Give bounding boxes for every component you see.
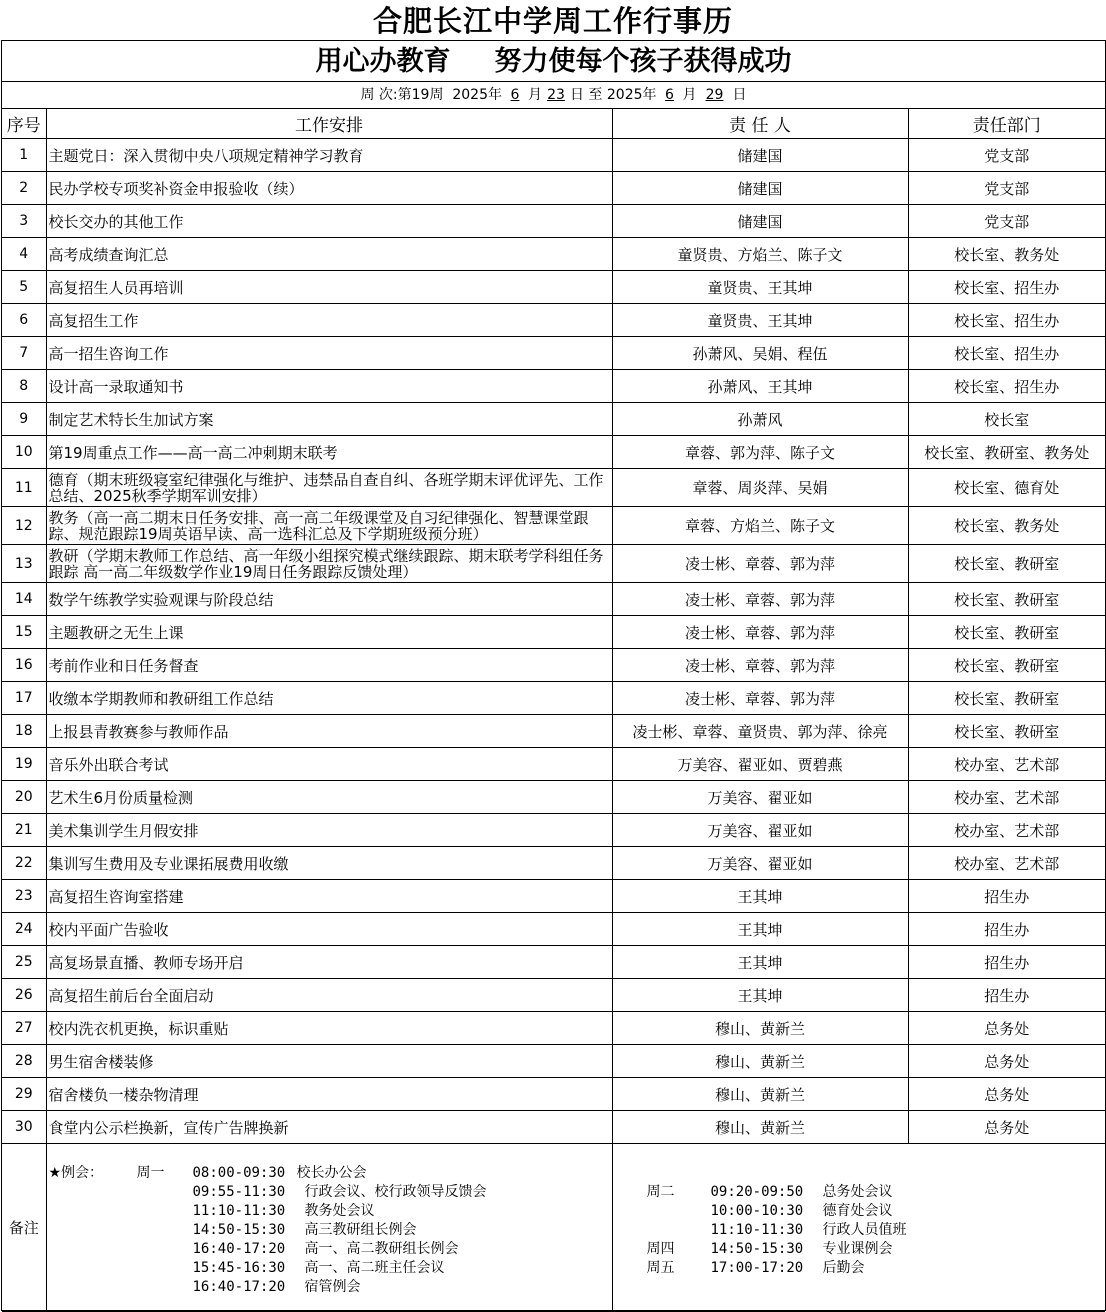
row-dept: 校长室、招生办 (908, 271, 1105, 304)
row-seq: 4 (2, 238, 46, 271)
row-dept: 招生办 (908, 880, 1105, 913)
row-dept: 校长室、招生办 (908, 337, 1105, 370)
row-dept: 校长室、教研室 (908, 545, 1105, 583)
month-label: 月 (682, 87, 697, 103)
table-row (2, 469, 1105, 507)
row-seq: 1 (2, 139, 46, 172)
table-row (2, 748, 1105, 781)
row-task: 高复招生前后台全面启动 (46, 979, 612, 1012)
row-dept: 校办室、艺术部 (908, 748, 1105, 781)
row-task: 校长交办的其他工作 (46, 205, 612, 238)
row-task: 教研（学期末教师工作总结、高一年级小组探究模式继续跟踪、期末联考学科组任务跟踪 高一高二年级数学作业19周日任务跟踪反馈处理） (46, 545, 612, 583)
row-task: 宿舍楼负一楼杂物清理 (46, 1078, 612, 1111)
slogan (2, 41, 1105, 82)
row-dept: 校长室、教研室 (908, 583, 1105, 616)
row-seq: 23 (2, 880, 46, 913)
meeting-time: 10:00-10:30 (710, 1203, 804, 1219)
row-task: 高复招生工作 (46, 304, 612, 337)
row-person: 凌士彬、章蓉、郭为萍 (612, 545, 908, 583)
row-seq: 13 (2, 545, 46, 583)
table-row (2, 979, 1105, 1012)
meeting-item: 后勤会 (822, 1260, 865, 1276)
row-person: 孙萧风 (612, 403, 908, 436)
row-person: 万美容、翟亚如 (612, 781, 908, 814)
table-row (2, 715, 1105, 748)
meeting-time: 09:55-11:30 (192, 1184, 286, 1200)
row-seq: 8 (2, 370, 46, 403)
row-person: 章蓉、周炎萍、吴娟 (612, 469, 908, 507)
meeting-time: 16:40-17:20 (192, 1279, 286, 1295)
row-dept: 校办室、艺术部 (908, 781, 1105, 814)
row-person: 储建国 (612, 172, 908, 205)
header-task: 工作安排 (46, 109, 612, 139)
meeting-day: 周五 (646, 1260, 675, 1276)
row-dept: 校长室、教研室 (908, 715, 1105, 748)
row-dept: 党支部 (908, 139, 1105, 172)
start-month: 6 (510, 87, 520, 103)
meeting-item: 高三教研组长例会 (304, 1222, 417, 1238)
row-dept: 校长室、招生办 (908, 304, 1105, 337)
row-seq: 30 (2, 1111, 46, 1144)
row-dept: 校办室、艺术部 (908, 814, 1105, 847)
row-person: 孙萧风、王其坤 (612, 370, 908, 403)
row-dept: 校办室、艺术部 (908, 847, 1105, 880)
meeting-time: 11:10-11:30 (192, 1203, 286, 1219)
row-task: 设计高一录取通知书 (46, 370, 612, 403)
row-dept: 招生办 (908, 913, 1105, 946)
table-row (2, 139, 1105, 172)
row-person: 王其坤 (612, 979, 908, 1012)
header-seq: 序号 (2, 109, 46, 139)
table-row (2, 649, 1105, 682)
table-row (2, 304, 1105, 337)
row-person: 童贤贵、王其坤 (612, 304, 908, 337)
row-seq: 25 (2, 946, 46, 979)
table-row (2, 814, 1105, 847)
end-month: 6 (665, 87, 674, 103)
table-row (2, 403, 1105, 436)
row-dept: 校长室、教研室、教务处 (908, 436, 1105, 469)
row-person: 万美容、翟亚如 (612, 847, 908, 880)
row-task: 音乐外出联合考试 (46, 748, 612, 781)
row-person: 章蓉、郭为萍、陈子文 (612, 436, 908, 469)
meeting-time: 15:45-16:30 (192, 1260, 286, 1276)
table-row (2, 682, 1105, 715)
meeting-time: 16:40-17:20 (192, 1241, 286, 1257)
header-person: 责 任 人 (612, 109, 908, 139)
row-seq: 6 (2, 304, 46, 337)
row-person: 穆山、黄新兰 (612, 1078, 908, 1111)
row-seq: 5 (2, 271, 46, 304)
row-dept: 总务处 (908, 1078, 1105, 1111)
meeting-item: 总务处会议 (822, 1184, 893, 1200)
row-person: 凌士彬、章蓉、郭为萍 (612, 682, 908, 715)
row-seq: 19 (2, 748, 46, 781)
range-separator: 日 至 2025年 (569, 87, 657, 103)
row-task: 高考成绩查询汇总 (46, 238, 612, 271)
row-dept: 校长室、教研室 (908, 682, 1105, 715)
meeting-time: 11:10-11:30 (710, 1222, 804, 1238)
row-person: 凌士彬、章蓉、郭为萍 (612, 649, 908, 682)
row-person: 储建国 (612, 139, 908, 172)
row-person: 穆山、黄新兰 (612, 1045, 908, 1078)
slogan-right: 努力使每个孩子获得成功 (494, 46, 792, 77)
row-seq: 29 (2, 1078, 46, 1111)
meeting-day: 周一 (136, 1165, 165, 1181)
row-task: 高一招生咨询工作 (46, 337, 612, 370)
table-row (2, 880, 1105, 913)
table-row (2, 436, 1105, 469)
notes-label: 备注 (2, 1144, 46, 1312)
meeting-item: 教务处会议 (304, 1203, 375, 1219)
row-person: 万美容、翟亚如、贾碧燕 (612, 748, 908, 781)
row-seq: 15 (2, 616, 46, 649)
row-person: 王其坤 (612, 946, 908, 979)
row-dept: 总务处 (908, 1012, 1105, 1045)
row-task: 男生宿舍楼装修 (46, 1045, 612, 1078)
row-seq: 17 (2, 682, 46, 715)
row-dept: 校长室 (908, 403, 1105, 436)
row-task: 上报县青教赛参与教师作品 (46, 715, 612, 748)
table-row (2, 172, 1105, 205)
table-row (2, 1012, 1105, 1045)
table-row (2, 205, 1105, 238)
table-row (2, 271, 1105, 304)
table-row (2, 507, 1105, 545)
schedule-table (2, 109, 1105, 1312)
meeting-item: 专业课例会 (822, 1241, 893, 1257)
row-dept: 校长室、教研室 (908, 616, 1105, 649)
row-seq: 18 (2, 715, 46, 748)
row-task: 高复场景直播、教师专场开启 (46, 946, 612, 979)
meeting-item: 高一、高二班主任会议 (304, 1260, 445, 1276)
table-row (2, 781, 1105, 814)
table-row (2, 1045, 1105, 1078)
meeting-time: 08:00-09:30 (192, 1165, 286, 1181)
meeting-time: 17:00-17:20 (710, 1260, 804, 1276)
row-dept: 校长室、教务处 (908, 238, 1105, 271)
schedule-sheet (1, 40, 1106, 1311)
row-task: 德育（期末班级寝室纪律强化与维护、违禁品自查自纠、各班学期末评优评先、工作总结、2025秋季学期军训安排） (46, 469, 612, 507)
row-task: 校内洗衣机更换，标识重贴 (46, 1012, 612, 1045)
row-seq: 11 (2, 469, 46, 507)
row-task: 民办学校专项奖补资金申报验收（续） (46, 172, 612, 205)
slogan-left: 用心办教育 (315, 46, 451, 77)
table-row (2, 583, 1105, 616)
page-title: 合肥长江中学周工作行事历 (372, 4, 733, 38)
meeting-time: 14:50-15:30 (192, 1222, 286, 1238)
day-label: 日 (732, 87, 747, 103)
week-range (2, 82, 1105, 109)
row-task: 食堂内公示栏换新，宣传广告牌换新 (46, 1111, 612, 1144)
table-row (2, 337, 1105, 370)
table-row (2, 370, 1105, 403)
row-task: 考前作业和日任务督查 (46, 649, 612, 682)
row-dept: 招生办 (908, 979, 1105, 1012)
row-person: 穆山、黄新兰 (612, 1012, 908, 1045)
end-day: 29 (705, 87, 724, 103)
row-task: 第19周重点工作——高一高二冲刺期末联考 (46, 436, 612, 469)
row-person: 凌士彬、章蓉、郭为萍 (612, 616, 908, 649)
notes-right (612, 1144, 1105, 1312)
meeting-time: 09:20-09:50 (710, 1184, 804, 1200)
row-person: 凌士彬、章蓉、童贤贵、郭为萍、徐亮 (612, 715, 908, 748)
table-row (2, 545, 1105, 583)
row-dept: 校长室、德育处 (908, 469, 1105, 507)
row-person: 储建国 (612, 205, 908, 238)
row-seq: 2 (2, 172, 46, 205)
row-seq: 14 (2, 583, 46, 616)
row-task: 收缴本学期教师和教研组工作总结 (46, 682, 612, 715)
notes-row (2, 1144, 1105, 1312)
meeting-day: 周二 (646, 1184, 675, 1200)
meeting-item: 高一、高二教研组长例会 (304, 1241, 459, 1257)
row-task: 美术集训学生月假安排 (46, 814, 612, 847)
row-seq: 20 (2, 781, 46, 814)
row-task: 校内平面广告验收 (46, 913, 612, 946)
row-dept: 总务处 (908, 1045, 1105, 1078)
meeting-day: 周四 (646, 1241, 675, 1257)
row-seq: 27 (2, 1012, 46, 1045)
row-seq: 3 (2, 205, 46, 238)
row-dept: 招生办 (908, 946, 1105, 979)
month-label: 月 (527, 87, 542, 103)
notes-intro: ★例会： (48, 1165, 104, 1181)
row-person: 童贤贵、方焰兰、陈子文 (612, 238, 908, 271)
row-task: 高复招生咨询室搭建 (46, 880, 612, 913)
row-seq: 16 (2, 649, 46, 682)
row-task: 数学午练教学实验观课与阶段总结 (46, 583, 612, 616)
table-row (2, 946, 1105, 979)
row-dept: 校长室、教务处 (908, 507, 1105, 545)
row-task: 制定艺术特长生加试方案 (46, 403, 612, 436)
row-seq: 26 (2, 979, 46, 1012)
row-task: 集训写生费用及专业课拓展费用收缴 (46, 847, 612, 880)
row-person: 王其坤 (612, 880, 908, 913)
meeting-item: 宿管例会 (304, 1279, 361, 1295)
row-dept: 党支部 (908, 172, 1105, 205)
start-day: 23 (547, 87, 565, 103)
meeting-time: 14:50-15:30 (710, 1241, 804, 1257)
row-task: 高复招生人员再培训 (46, 271, 612, 304)
row-dept: 党支部 (908, 205, 1105, 238)
row-dept: 校长室、教研室 (908, 649, 1105, 682)
row-dept: 校长室、招生办 (908, 370, 1105, 403)
meeting-item: 校长办公会 (296, 1165, 367, 1181)
row-person: 万美容、翟亚如 (612, 814, 908, 847)
meeting-item: 行政人员值班 (822, 1222, 907, 1238)
table-row (2, 1111, 1105, 1144)
row-person: 章蓉、方焰兰、陈子文 (612, 507, 908, 545)
row-seq: 7 (2, 337, 46, 370)
table-row (2, 847, 1105, 880)
row-seq: 22 (2, 847, 46, 880)
notes-left (46, 1144, 612, 1312)
row-seq: 28 (2, 1045, 46, 1078)
table-header (2, 109, 1105, 139)
row-person: 孙萧风、吴娟、程伍 (612, 337, 908, 370)
table-row (2, 616, 1105, 649)
meeting-item: 行政会议、校行政领导反馈会 (304, 1184, 487, 1200)
header-dept: 责任部门 (908, 109, 1105, 139)
table-row (2, 238, 1105, 271)
row-dept: 总务处 (908, 1111, 1105, 1144)
row-task: 艺术生6月份质量检测 (46, 781, 612, 814)
row-seq: 12 (2, 507, 46, 545)
row-task: 主题党日：深入贯彻中央八项规定精神学习教育 (46, 139, 612, 172)
table-row (2, 1078, 1105, 1111)
row-person: 王其坤 (612, 913, 908, 946)
meeting-item: 德育处会议 (822, 1203, 893, 1219)
row-seq: 21 (2, 814, 46, 847)
table-row (2, 913, 1105, 946)
row-seq: 9 (2, 403, 46, 436)
row-person: 凌士彬、章蓉、郭为萍 (612, 583, 908, 616)
row-task: 主题教研之无生上课 (46, 616, 612, 649)
row-seq: 24 (2, 913, 46, 946)
week-prefix: 周 次:第19周 2025年 (360, 87, 502, 103)
row-person: 穆山、黄新兰 (612, 1111, 908, 1144)
row-task: 教务（高一高二期末日任务安排、高一高二年级课堂及自习纪律强化、智慧课堂跟踪、规范跟踪19周英语早读、高一选科汇总及下学期班级预分班） (46, 507, 612, 545)
row-seq: 10 (2, 436, 46, 469)
row-person: 童贤贵、王其坤 (612, 271, 908, 304)
